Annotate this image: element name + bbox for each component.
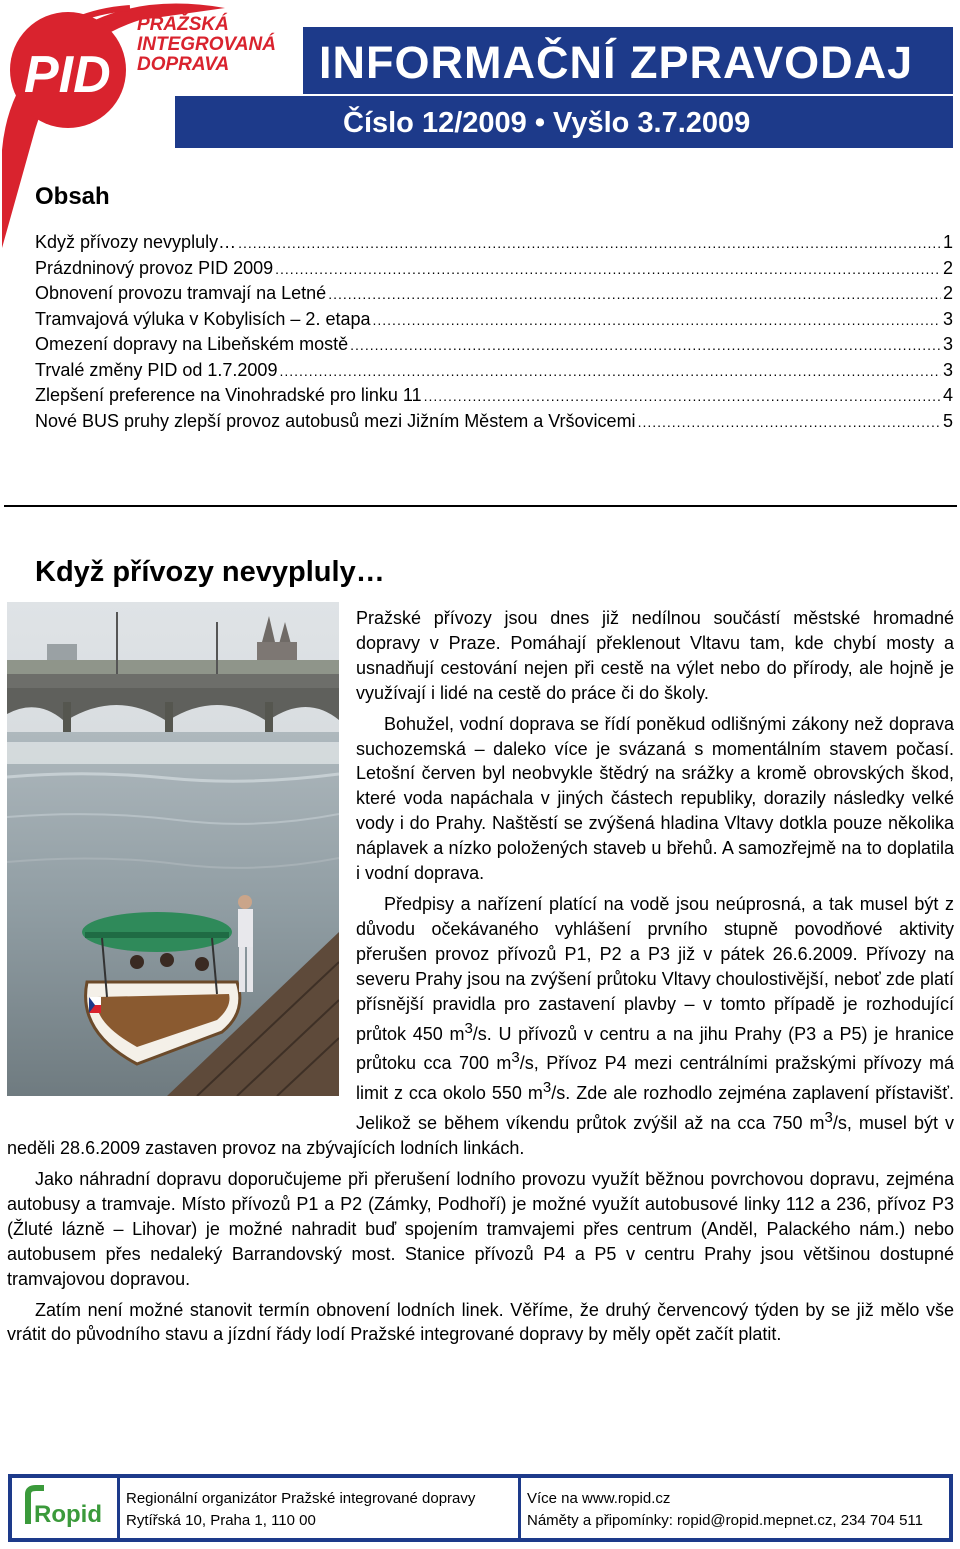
footer-logo-box xyxy=(12,1478,117,1538)
issue-info: Číslo 12/2009 • Vyšlo 3.7.2009 xyxy=(343,107,751,139)
toc-item[interactable] xyxy=(35,411,953,437)
article-body xyxy=(7,606,954,1353)
pid-logo-line-3: DOPRAVA xyxy=(137,54,230,75)
footer-org-name: Regionální organizátor Pražské integrované dopravy xyxy=(126,1490,476,1507)
table-of-contents xyxy=(35,232,953,436)
toc-item[interactable] xyxy=(35,283,953,309)
toc-item-title: Omezení dopravy na Libeňském mostě xyxy=(35,334,349,354)
footer-web-link[interactable]: Více na www.ropid.cz xyxy=(527,1490,671,1507)
article-paragraph-5: Zatím není možné stanovit termín obnovení lodních linek. Věříme, že druhý červencový týden by se již mělo vše vrátit do původního stavu a jízdní řády lodí Pražské integrované dopravy by měly opět začít platit. xyxy=(7,1299,954,1345)
toc-item-title: Trvalé změny PID od 1.7.2009 xyxy=(35,359,278,380)
pid-logo-line-1: PRAŽSKÁ xyxy=(137,14,229,35)
unit-superscript: 3 xyxy=(542,1079,552,1097)
toc-item-page: 1 xyxy=(942,232,953,252)
toc-item-page: 3 xyxy=(942,334,953,354)
toc-item[interactable] xyxy=(35,360,953,386)
pid-logo-mark: PID xyxy=(24,46,111,104)
pid-logo-line-2: INTEGROVANÁ xyxy=(137,34,276,55)
toc-item-title: Když přívozy nevypluly… xyxy=(35,232,237,252)
article-paragraph-1: Pražské přívozy jsou dnes již nedílnou součástí městské hromadné dopravy v Praze. Pomáhají překlenout Vltavu tam, kde chybí mosty a usnadňují cestování nejen při cestě na výlet nebo do přírody, ale hojně je využívají i lidé na cestě do práce či do školy. xyxy=(356,608,954,703)
toc-dot-leader xyxy=(424,388,941,404)
toc-heading: Obsah xyxy=(35,183,110,210)
unit-superscript: 3 xyxy=(511,1049,520,1067)
article-paragraph-4: Jako náhradní dopravu doporučujeme při přerušení lodního provozu využít běžnou povrchovou dopravu, zejména autobusy a tramvaje. Místo přívozů P1 a P2 (Zámky, Podhoří) je možné využít autobusové linky 112 a 236, přívoz P3 (Žluté lázně – Lihovar) je možné nahradit buď spojením tramvajemi přes centrum (Anděl, Palackého nám.) nebo autobusem přes nedaleký Barrandovský most. Stanice přívozů P4 a P5 v centru Prahy jsou většinou dostupné tramvajovou dopravou. xyxy=(7,1169,954,1289)
footer-contact-box xyxy=(521,1478,949,1538)
unit-superscript: 3 xyxy=(464,1019,473,1037)
footer-contact[interactable]: Náměty a připomínky: ropid@ropid.mepnet.cz, 234 704 511 xyxy=(527,1512,923,1529)
unit-superscript: 3 xyxy=(824,1109,833,1127)
article-paragraph-2: Bohužel, vodní doprava se řídí poněkud odlišnými zákony než doprava suchozemská – daleko více je svázaná s momentálním stavem počasí. Letošní červen byl neobvykle štědrý na srážky a kromě obrovských škod, které voda napáchala v jiných částech republiky, dorazily následky velké vody i do Prahy. Naštěstí se zvýšená hladina Vltavy dotkla pouze několika náplavek a nízko položených staveb u břehů. A samozřejmě na to doplatila i vodní doprava. xyxy=(356,713,954,884)
photo-wrap-spacer xyxy=(7,606,356,1112)
toc-item-page: 2 xyxy=(942,257,953,278)
toc-item-page: 2 xyxy=(942,283,953,303)
toc-item-page: 3 xyxy=(942,308,953,329)
article-paragraph-3-part-e: /s, musel být v neděli 28.6.2009 zastaven provoz na zbývajících lodních linkách. xyxy=(7,1113,954,1159)
toc-item-title: Nové BUS pruhy zlepší provoz autobusů mezi Jižním Městem a Vršovicemi xyxy=(35,410,636,431)
article-paragraph-3-part-b: /s. U přívozů v centru a na jihu Prahy (P3 a P5) je hranice průtoku cca 700 m xyxy=(356,1023,954,1074)
toc-dot-leader xyxy=(638,414,941,430)
toc-dot-leader xyxy=(279,363,941,379)
footer-address: Rytířská 10, Praha 1, 110 00 xyxy=(126,1512,316,1529)
footer-org-box xyxy=(120,1478,518,1538)
article-paragraph-3-part-c: /s, Přívoz P4 mezi centrálními pražskými přívozy má limit z cca okolo 550 m xyxy=(356,1053,954,1104)
toc-dot-leader xyxy=(328,286,941,302)
article-paragraph-3-part-d: /s. Zde ale rozhodlo zejména zaplavení přístavišť. Jelikož se během víkendu průtok zvýšil až na cca 750 m xyxy=(356,1083,954,1134)
masthead-title-bar xyxy=(303,27,953,94)
toc-item-title: Prázdninový provoz PID 2009 xyxy=(35,257,274,278)
toc-item[interactable] xyxy=(35,334,953,360)
toc-item-title: Obnovení provozu tramvají na Letné xyxy=(35,283,327,303)
ropid-logo-text: Ropid xyxy=(34,1501,102,1528)
ropid-logo xyxy=(20,1484,112,1532)
toc-item-page: 3 xyxy=(942,359,953,380)
toc-item-page: 5 xyxy=(942,410,953,431)
toc-item-title: Zlepšení preference na Vinohradské pro linku 11 xyxy=(35,385,422,405)
toc-dot-leader xyxy=(350,337,941,353)
toc-item[interactable] xyxy=(35,385,953,411)
toc-item-page: 4 xyxy=(942,385,953,405)
section-divider xyxy=(4,505,957,507)
toc-item[interactable] xyxy=(35,232,953,258)
toc-item[interactable] xyxy=(35,258,953,284)
masthead-title: INFORMAČNÍ ZPRAVODAJ xyxy=(319,37,914,88)
article-title: Když přívozy nevypluly… xyxy=(35,556,385,588)
footer-bar xyxy=(8,1474,953,1542)
toc-dot-leader xyxy=(275,261,941,277)
toc-dot-leader xyxy=(373,312,941,328)
article-paragraph-3-part-a: Předpisy a nařízení platící na vodě jsou neúprosná, a tak musel být z důvodu očekávaného vyhlášení prvního stupně povodňové aktivity přerušen provoz přívozů P1, P2 a P3 již v pátek 26.6.2009. Přívozy na severu Prahy jsou na zvýšení průtoku Vltavy choulostivější, neboť zde platí přísnější pravidla pro zastavení plavby – v tomto případě je rozhodující průtok 450 m xyxy=(356,893,954,1044)
toc-item-title: Tramvajová výluka v Kobylisích – 2. etapa xyxy=(35,308,371,329)
issue-bar xyxy=(175,96,953,148)
toc-dot-leader xyxy=(238,235,941,251)
toc-item[interactable] xyxy=(35,309,953,335)
